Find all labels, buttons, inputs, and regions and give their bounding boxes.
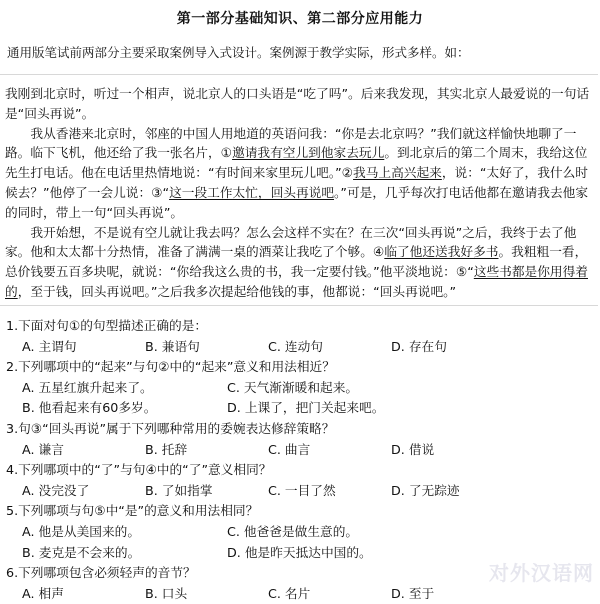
question-3 <box>6 419 596 460</box>
option-b[interactable]: B. 他看起来有60多岁。 <box>22 400 157 416</box>
question-1 <box>6 316 596 357</box>
option-d[interactable]: D. 了无踪迹 <box>391 482 460 498</box>
question-stem: 3.句③“回头再说”属于下列哪种常用的委婉表达修辞策略？ <box>6 420 335 436</box>
option-a[interactable]: A. 主谓句 <box>22 338 77 354</box>
passage-paragraph-1: 我刚到北京时，听过一个相声，说北京人的口头语是“吃了吗”。后来我发现，其实北京人最爱说的一句话是“回头再说”。 <box>5 86 590 121</box>
option-d[interactable]: D. 借说 <box>391 441 435 457</box>
option-d[interactable]: D. 上课了，把门关起来吧。 <box>227 400 385 416</box>
sentence-3: 这一段工作太忙，回头再说吧 <box>169 184 335 200</box>
option-c[interactable]: C. 名片 <box>268 585 311 601</box>
passage-paragraph-2: 我从香港来北京时，邻座的中国人用地道的英语问我：“你是去北京吗？”我们就这样愉快地聊了一路。临下飞机，他还给了我一张名片，①邀请我有空儿到他家去玩儿。到北京后的第二个周末，我给这位先生打电话。他在电话里热情地说：“有时间来家里玩儿吧。”②我马上高兴起来，说：“太好了，我什么时候去？”他停了一会儿说：③“这一段工作太忙，回头再说吧。”可是，几乎每次打电话他都在邀请我去他家的同时，带上一句“回头再说”。 <box>5 125 589 220</box>
option-b[interactable]: B. 了如指掌 <box>145 482 213 498</box>
option-a[interactable]: A. 五星红旗升起来了。 <box>22 379 153 395</box>
question-stem: 2.下列哪项中的“起来”与句②中的“起来”意义和用法相近？ <box>6 359 335 375</box>
watermark: 对外汉语网 <box>489 561 594 585</box>
option-a[interactable]: A. 相声 <box>22 585 64 601</box>
question-2 <box>6 357 596 419</box>
question-stem: 1.下面对句①的句型描述正确的是： <box>6 318 208 333</box>
intro-text: 通用版笔试前两部分主要采取案例导入式设计。案例源于教学实际，形式多样。如： <box>7 45 470 60</box>
option-c[interactable]: C. 连动句 <box>268 338 323 354</box>
page-title: 第一部分基础知识、第二部分应用能力 <box>176 11 424 27</box>
option-c[interactable]: C. 他爸爸是做生意的。 <box>227 523 359 539</box>
sentence-5: 这些书都是你用得着的 <box>5 264 588 299</box>
option-b[interactable]: B. 托辞 <box>145 441 188 457</box>
question-5 <box>6 501 596 563</box>
question-stem: 6.下列哪项包含必须轻声的音节？ <box>6 565 196 581</box>
option-d[interactable]: D. 存在句 <box>391 338 447 354</box>
option-a[interactable]: A. 他是从美国来的。 <box>22 523 141 539</box>
question-stem: 5.下列哪项与句⑤中“是”的意义和用法相同？ <box>6 503 259 519</box>
option-b[interactable]: B. 麦克是不会来的。 <box>22 544 141 560</box>
sentence-2: 我马上高兴起来 <box>353 165 442 181</box>
option-a[interactable]: A. 没完没了 <box>22 482 90 498</box>
option-c[interactable]: C. 天气渐渐暖和起来。 <box>227 379 359 395</box>
option-a[interactable]: A. 谦言 <box>22 441 64 457</box>
reading-passage <box>5 84 595 302</box>
option-d[interactable]: D. 他是昨天抵达中国的。 <box>227 544 372 560</box>
option-c[interactable]: C. 曲言 <box>268 441 311 457</box>
sentence-1: 邀请我有空儿到他家去玩儿 <box>232 145 385 161</box>
passage-paragraph-3: 我开始想，不是说有空儿就让我去吗？怎么会这样不实在？在三次“回头再说”之后，我终于去了他家。他和太太都十分热情，准备了满满一桌的酒菜让我吃了个够。④临了他还送我好多书。我粗粗一看，总价钱要五百多块呢，就说：“你给我这么贵的书，我一定要付钱。”他平淡地说：⑤“这些书都是你用得着的，至于钱，回头再说吧。”之后我多次提起给他钱的事，他都说：“回头再说吧。” <box>5 224 588 299</box>
question-stem: 4.下列哪项中的“了”与句④中的“了”意义相同？ <box>6 462 272 478</box>
option-b[interactable]: B. 兼语句 <box>145 338 200 354</box>
question-4 <box>6 460 596 501</box>
option-b[interactable]: B. 口头 <box>145 585 188 601</box>
sentence-4: 临了他还送我好多书 <box>384 244 499 260</box>
option-c[interactable]: C. 一目了然 <box>268 482 336 498</box>
option-d[interactable]: D. 至于 <box>391 585 435 601</box>
